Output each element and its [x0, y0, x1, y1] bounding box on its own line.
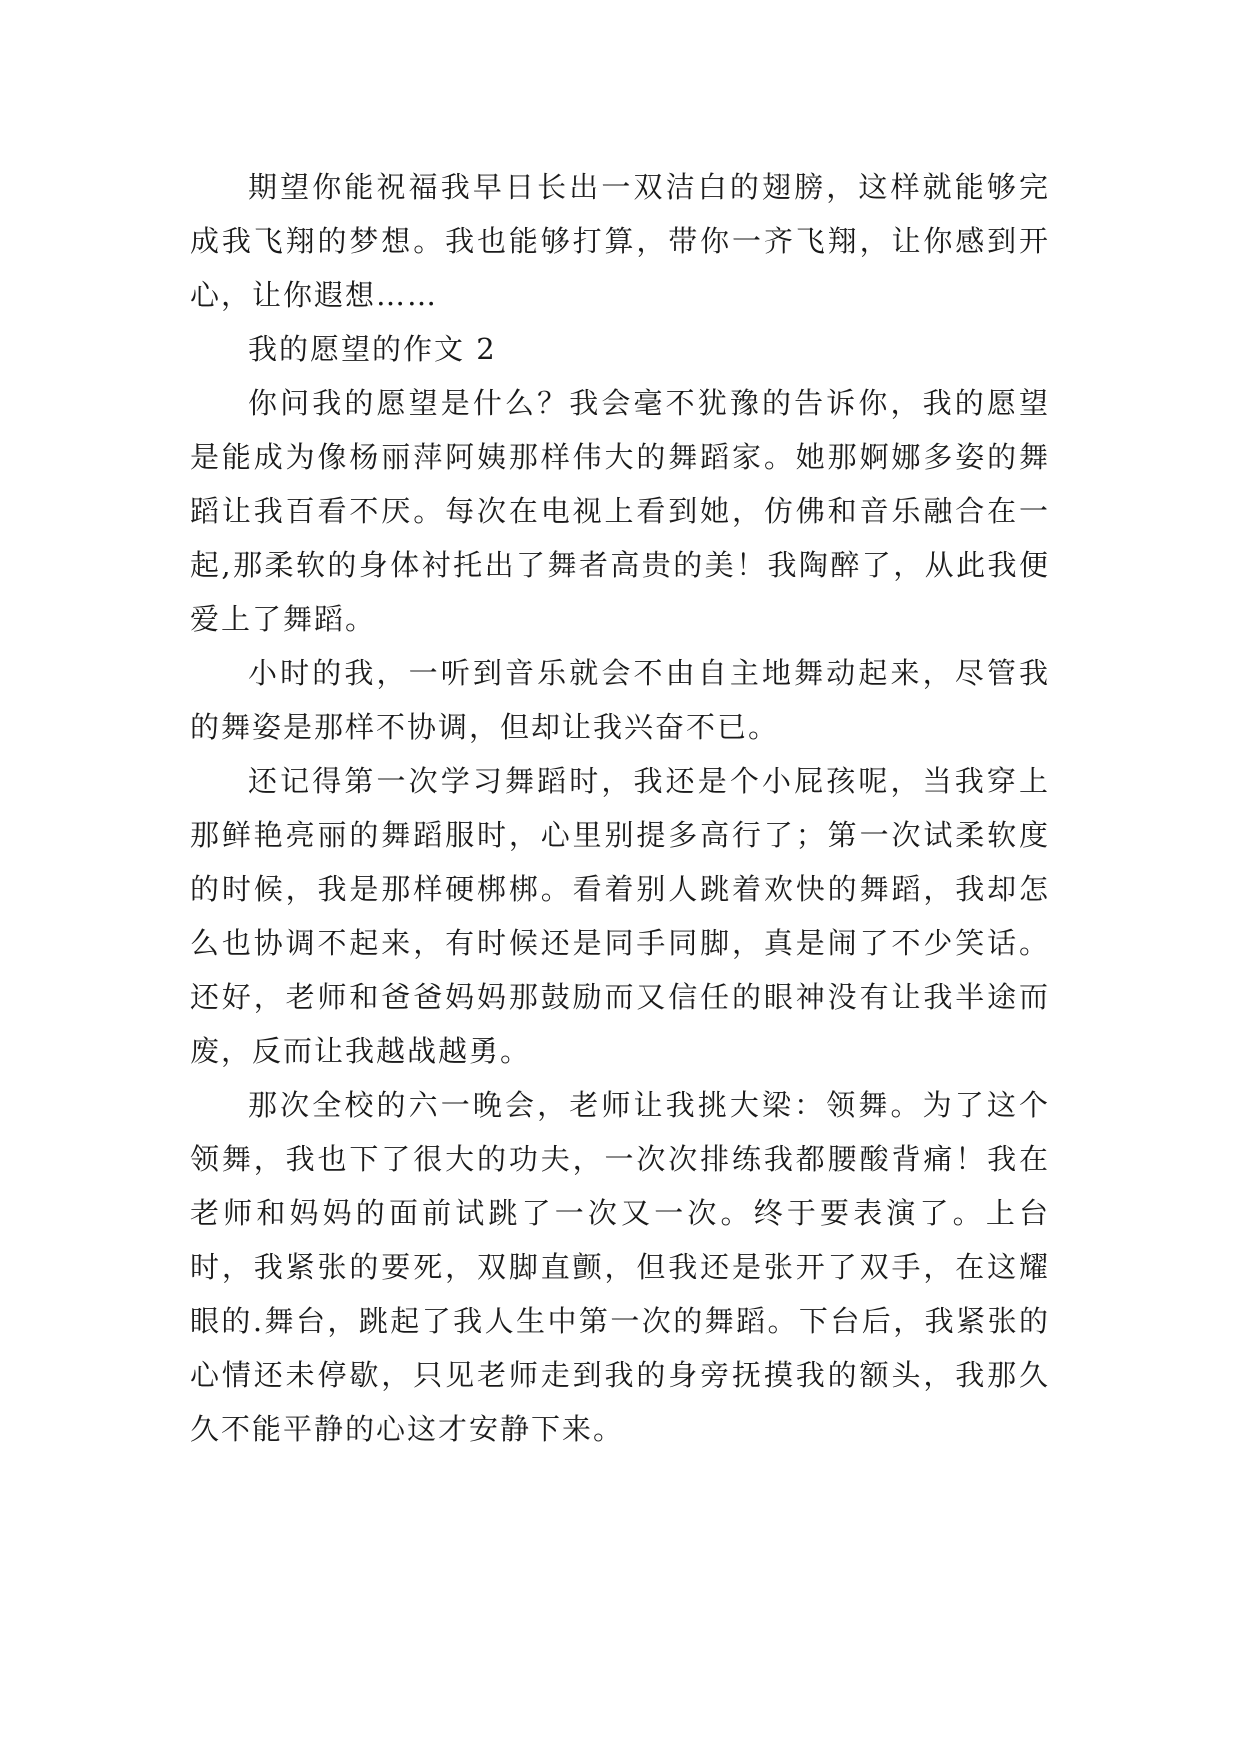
paragraph-performance: 那次全校的六一晚会，老师让我挑大梁：领舞。为了这个领舞，我也下了很大的功夫，一次次排练我都腰酸背痛！我在老师和妈妈的面前试跳了一次又一次。终于要表演了。上台时，我紧张的要死，双脚直颤，但我还是张开了双手，在这耀眼的.舞台，跳起了我人生中第一次的舞蹈。下台后，我紧张的心情还未停歇，只见老师走到我的身旁抚摸我的额头，我那久久不能平静的心这才安静下来。 [190, 1088, 1050, 1446]
paragraph-childhood: 小时的我，一听到音乐就会不由自主地舞动起来，尽管我的舞姿是那样不协调，但却让我兴奋不已。 [190, 656, 1050, 744]
document-page [190, 160, 1050, 1456]
essay-heading: 我的愿望的作文 2 [248, 332, 497, 366]
paragraph-first-lesson: 还记得第一次学习舞蹈时，我还是个小屁孩呢，当我穿上那鲜艳亮丽的舞蹈服时，心里别提多高行了；第一次试柔软度的时候，我是那样硬梆梆。看着别人跳着欢快的舞蹈，我却怎么也协调不起来，有时候还是同手同脚，真是闹了不少笑话。还好，老师和爸爸妈妈那鼓励而又信任的眼神没有让我半途而废，反而让我越战越勇。 [190, 764, 1050, 1068]
paragraph-dream-dancer: 你问我的愿望是什么？我会毫不犹豫的告诉你，我的愿望是能成为像杨丽萍阿姨那样伟大的舞蹈家。她那婀娜多姿的舞蹈让我百看不厌。每次在电视上看到她，仿佛和音乐融合在一起,那柔软的身体衬托出了舞者高贵的美！我陶醉了，从此我便爱上了舞蹈。 [190, 386, 1050, 636]
paragraph-wish-wings: 期望你能祝福我早日长出一双洁白的翅膀，这样就能够完成我飞翔的梦想。我也能够打算，带你一齐飞翔，让你感到开心，让你遐想…… [190, 170, 1050, 312]
